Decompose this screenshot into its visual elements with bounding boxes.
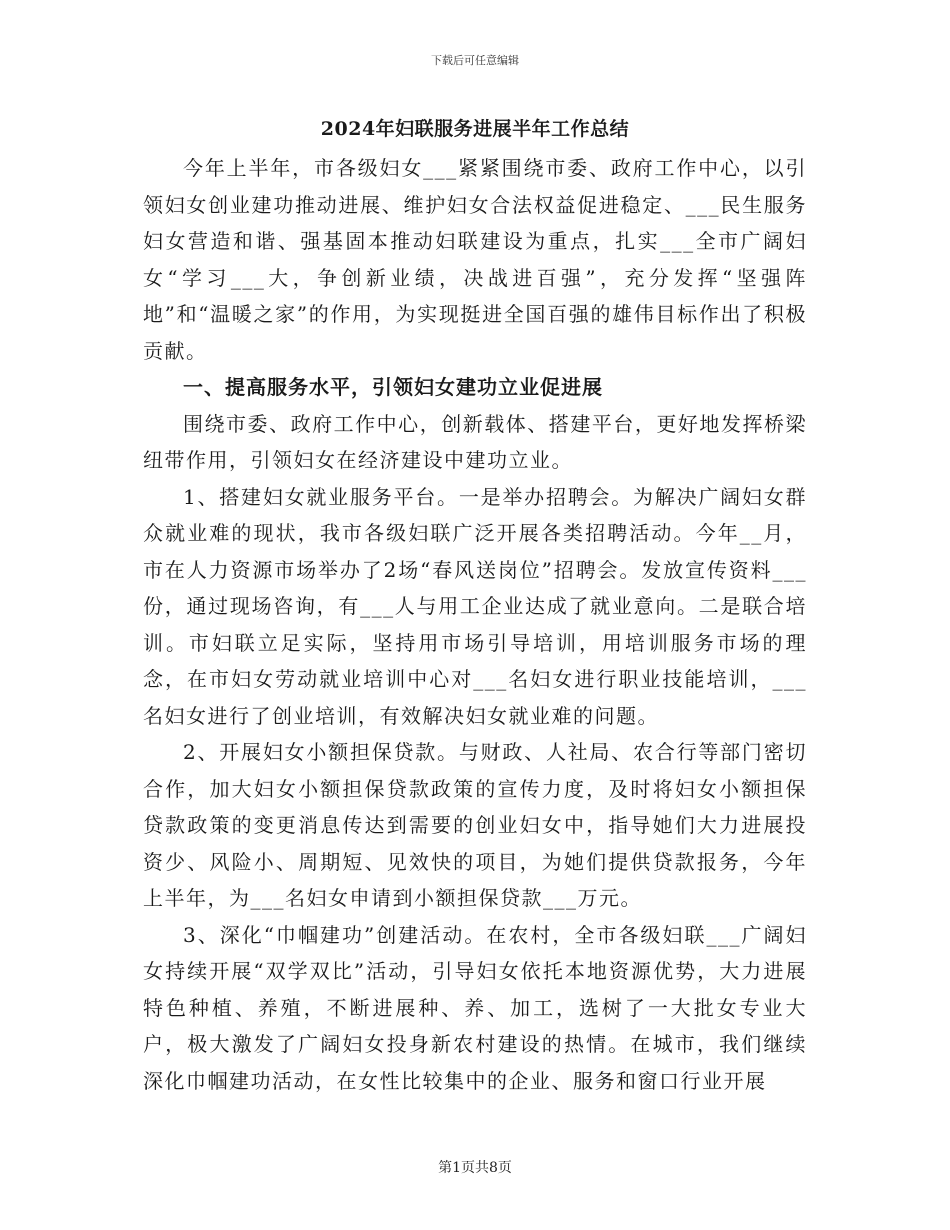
page-number: 第1页共8页 [438,1160,512,1176]
paragraph-item-1: 1、搭建妇女就业服务平台。一是举办招聘会。为解决广阔妇女群众就业难的现状，我市各级妇联广泛开展各类招聘活动。今年__月，市在人力资源市场举办了2场“春风送岗位”招聘会。发放宣传资料___份，通过现场咨询，有___人与用工企业达成了就业意向。二是联合培训。市妇联立足实际，坚持用市场引导培训，用培训服务市场的理念，在市妇女劳动就业培训中心对___名妇女进行职业技能培训，___名妇女进行了创业培训，有效解决妇女就业难的问题。 [143,484,807,728]
page-header-note: 下载后可任意编辑 [431,54,519,67]
paragraph-item-3: 3、深化“巾帼建功”创建活动。在农村，全市各级妇联___广阔妇女持续开展“双学双比”活动，引导妇女依托本地资源优势，大力进展特色种植、养殖，不断进展种、养、加工，选树了一大批女专业大户，极大激发了广阔妇女投身新农村建设的热情。在城市，我们继续深化巾帼建功活动，在女性比较集中的企业、服务和窗口行业开展 [143,922,807,1093]
document-title: 2024年妇联服务进展半年工作总结 [320,118,630,140]
document-body [143,150,807,1099]
paragraph-intro: 今年上半年，市各级妇女___紧紧围绕市委、政府工作中心，以引领妇女创业建功推动进展、维护妇女合法权益促进稳定、___民生服务妇女营造和谐、强基固本推动妇联建设为重点，扎实___全市广阔妇女“学习___大，争创新业绩，决战进百强”，充分发挥“坚强阵地”和“温暖之家”的作用，为实现挺进全国百强的雄伟目标作出了积极贡献。 [143,156,807,363]
section-heading-1: 一、提高服务水平，引领妇女建功立业促进展 [183,375,603,399]
paragraph-section-intro: 围绕市委、政府工作中心，创新载体、搭建平台，更好地发挥桥梁纽带作用，引领妇女在经济建设中建功立业。 [143,411,807,472]
paragraph-item-2: 2、开展妇女小额担保贷款。与财政、人社局、农合行等部门密切合作，加大妇女小额担保贷款政策的宣传力度，及时将妇女小额担保贷款政策的变更消息传达到需要的创业妇女中，指导她们大力进展投资少、风险小、周期短、见效快的项目，为她们提供贷款报务，今年上半年，为___名妇女申请到小额担保贷款___万元。 [143,740,807,910]
